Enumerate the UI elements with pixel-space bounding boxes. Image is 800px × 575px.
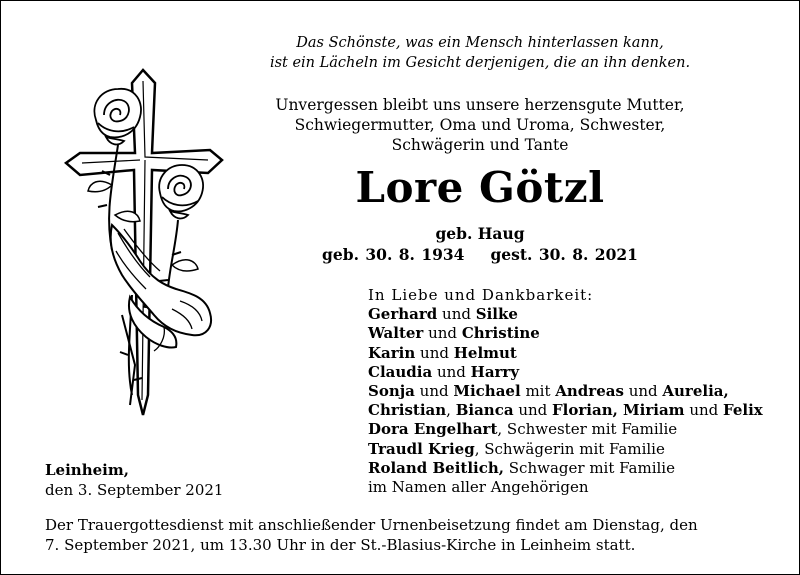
family-line: Traudl Krieg, Schwägerin mit Familie xyxy=(368,439,665,458)
rose-icon xyxy=(159,165,203,218)
notice-date: den 3. September 2021 xyxy=(45,481,224,499)
life-dates xyxy=(230,245,730,265)
deceased-name: Lore Götzl xyxy=(355,163,605,212)
family-heading: In Liebe und Dankbarkeit: xyxy=(368,286,594,304)
service-info xyxy=(45,515,765,555)
family-line: Sonja und Michael mit Andreas und Aurelia, xyxy=(368,382,729,401)
place-date xyxy=(45,460,265,500)
intro-line: Schwiegermutter, Oma und Uroma, Schwester, xyxy=(294,116,666,134)
intro-line: Schwägerin und Tante xyxy=(391,136,569,154)
family-closing: im Namen aller Angehörigen xyxy=(368,478,589,497)
cross-icon xyxy=(66,70,222,415)
cross-roses-praying-hands-icon xyxy=(60,65,225,425)
birth-name: geb. Haug xyxy=(435,224,525,243)
service-line: Der Trauergottesdienst mit anschließender Urnenbeisetzung findet am Dienstag, den xyxy=(45,516,698,534)
family-line: Claudia und Harry xyxy=(368,362,520,381)
family-line: Karin und Helmut xyxy=(368,343,517,362)
death-date: gest. 30. 8. 2021 xyxy=(490,245,638,264)
family-line: Roland Beitlich, Schwager mit Familie xyxy=(368,458,675,477)
family-line: Gerhard und Silke xyxy=(368,305,518,324)
family-line: Walter und Christine xyxy=(368,324,540,343)
family-line: Dora Engelhart, Schwester mit Familie xyxy=(368,420,678,439)
quote-line: Das Schönste, was ein Mensch hinterlassen kann, xyxy=(296,35,664,51)
intro-line: Unvergessen bleibt uns unsere herzensgute Mutter, xyxy=(275,96,685,114)
intro-text xyxy=(230,95,730,155)
quote xyxy=(230,33,730,73)
place-city: Leinheim, xyxy=(45,461,129,479)
family-list xyxy=(368,286,793,497)
service-line: 7. September 2021, um 13.30 Uhr in der St.-Blasius-Kirche in Leinheim statt. xyxy=(45,536,636,554)
family-line: Christian, Bianca und Florian, Miriam und Felix xyxy=(368,401,763,420)
birth-date: geb. 30. 8. 1934 xyxy=(322,245,465,264)
quote-line: ist ein Lächeln im Gesicht derjenigen, die an ihn denken. xyxy=(269,55,691,71)
